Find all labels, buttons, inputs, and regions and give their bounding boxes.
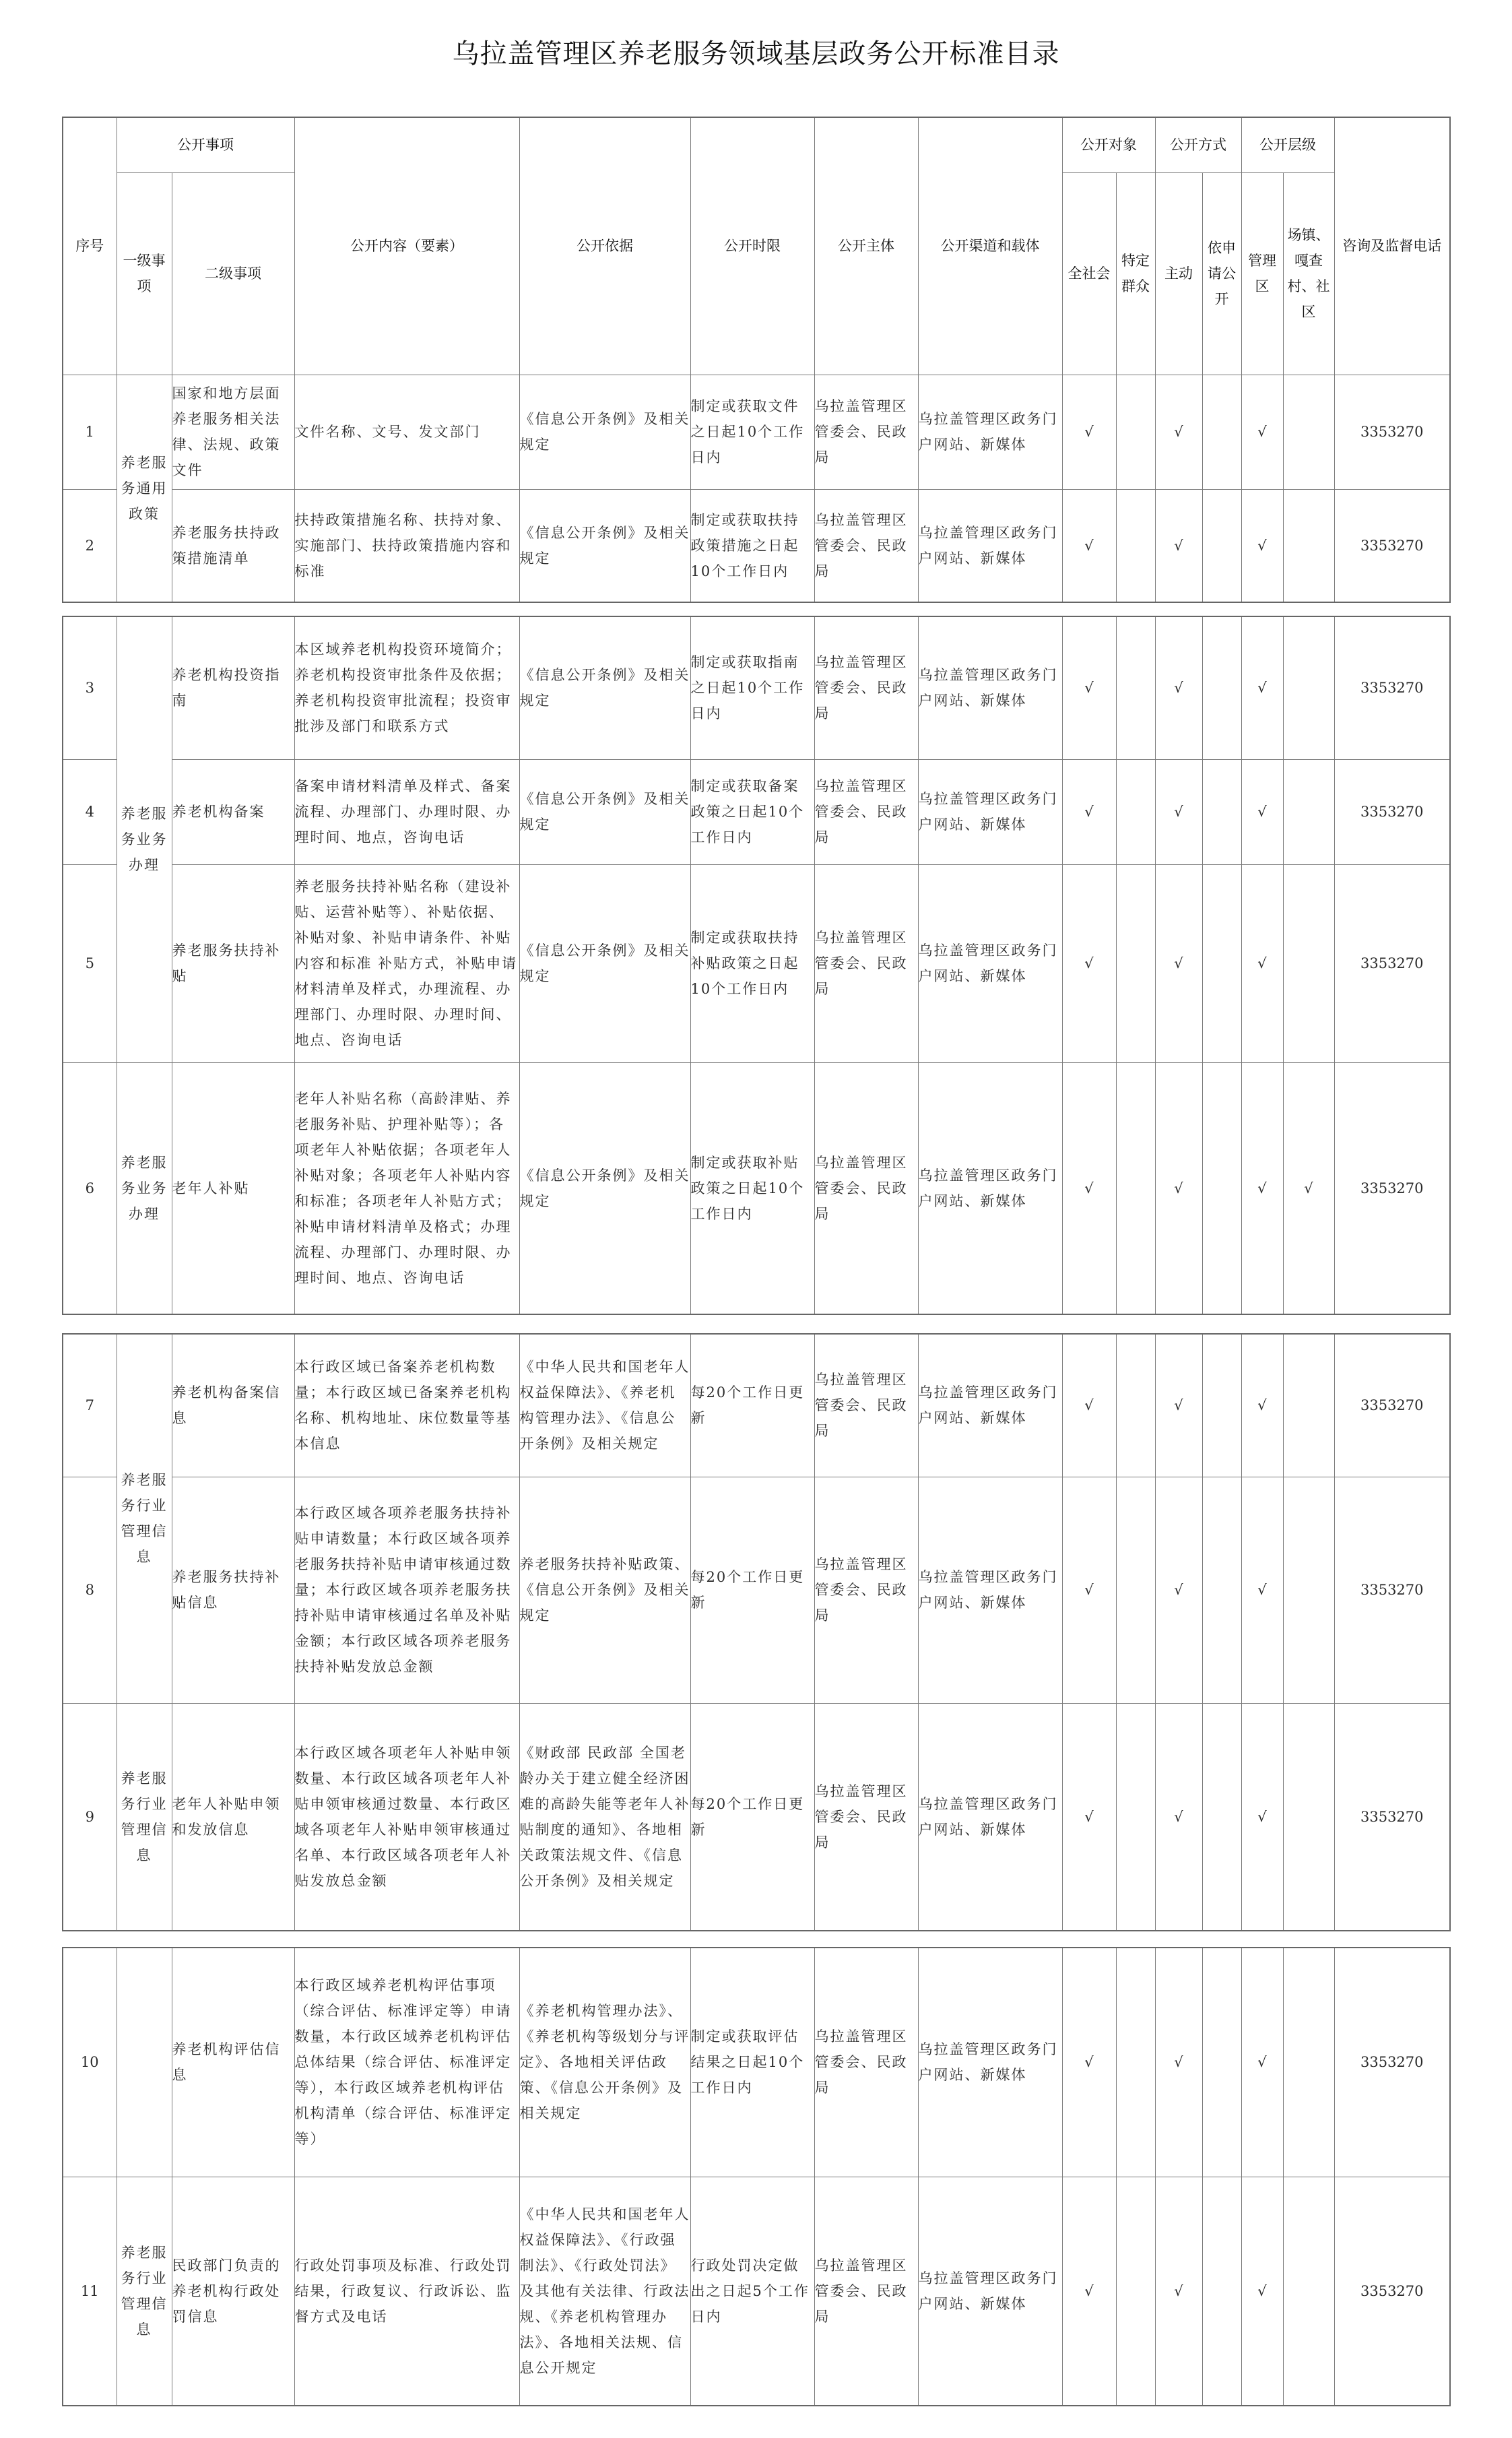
header-level: 公开层级 [1241, 117, 1334, 172]
subject-cell: 乌拉盖管理区管委会、民政局 [814, 1703, 918, 1931]
check-mark: √ [1283, 1062, 1334, 1314]
header-target: 公开对象 [1062, 117, 1155, 172]
empty-cell [1283, 489, 1334, 602]
basis-cell: 《信息公开条例》及相关规定 [519, 616, 690, 759]
empty-cell [1116, 1334, 1155, 1477]
empty-cell [1202, 1703, 1241, 1931]
basis-cell: 《信息公开条例》及相关规定 [519, 489, 690, 602]
channel-cell: 乌拉盖管理区政务门户网站、新媒体 [918, 864, 1062, 1062]
channel-cell: 乌拉盖管理区政务门户网站、新媒体 [918, 759, 1062, 864]
content-cell: 文件名称、文号、发文部门 [294, 375, 519, 489]
empty-cell [1116, 489, 1155, 602]
empty-cell [1202, 616, 1241, 759]
empty-cell [1202, 759, 1241, 864]
subject-cell: 乌拉盖管理区管委会、民政局 [814, 375, 918, 489]
check-mark: √ [1241, 1334, 1283, 1477]
phone-cell: 3353270 [1334, 864, 1450, 1062]
check-mark: √ [1062, 375, 1116, 489]
empty-cell [1202, 2177, 1241, 2406]
empty-cell [1283, 1948, 1334, 2177]
phone-cell: 3353270 [1334, 1334, 1450, 1477]
empty-cell [1202, 864, 1241, 1062]
check-mark: √ [1241, 489, 1283, 602]
row-seq: 7 [63, 1334, 117, 1477]
check-mark: √ [1241, 1948, 1283, 2177]
content-cell: 本行政区域养老机构评估事项（综合评估、标准评定等）申请数量，本行政区域养老机构评估总体结果（综合评估、标准评定等），本行政区域养老机构评估机构清单（综合评估、标准评定等） [294, 1948, 519, 2177]
empty-cell [1202, 1948, 1241, 2177]
channel-cell: 乌拉盖管理区政务门户网站、新媒体 [918, 1334, 1062, 1477]
table-row [63, 864, 1450, 1062]
phone-cell: 3353270 [1334, 1477, 1450, 1703]
table-row [63, 759, 1450, 864]
check-mark: √ [1062, 489, 1116, 602]
content-cell: 行政处罚事项及标准、行政处罚结果，行政复议、行政诉讼、监督方式及电话 [294, 2177, 519, 2406]
check-mark: √ [1062, 1703, 1116, 1931]
content-cell: 老年人补贴名称（高龄津贴、养老服务补贴、护理补贴等）；各项老年人补贴依据；各项老年人补贴对象；各项老年人补贴内容和标准；各项老年人补贴方式；补贴申请材料清单及格式；办理流程、办理部门、办理时限、办理时间、地点、咨询电话 [294, 1062, 519, 1314]
header-time-limit: 公开时限 [690, 117, 814, 375]
channel-cell: 乌拉盖管理区政务门户网站、新媒体 [918, 489, 1062, 602]
page-title: 乌拉盖管理区养老服务领域基层政务公开标准目录 [452, 38, 1060, 69]
empty-cell [1202, 489, 1241, 602]
empty-cell [1283, 759, 1334, 864]
check-mark: √ [1155, 375, 1202, 489]
time-cell: 制定或获取评估结果之日起10个工作日内 [690, 1948, 814, 2177]
subject-cell: 乌拉盖管理区管委会、民政局 [814, 2177, 918, 2406]
phone-cell: 3353270 [1334, 1948, 1450, 2177]
level1-cell: 养老服务通用政策 [117, 375, 172, 602]
table-row [63, 1062, 1450, 1314]
level1-cell: 养老服务行业管理信息 [117, 1703, 172, 1931]
catalog-table-block-1 [62, 117, 1451, 603]
empty-cell [1283, 864, 1334, 1062]
row-seq: 2 [63, 489, 117, 602]
check-mark: √ [1155, 1477, 1202, 1703]
subject-cell: 乌拉盖管理区管委会、民政局 [814, 1477, 918, 1703]
channel-cell: 乌拉盖管理区政务门户网站、新媒体 [918, 375, 1062, 489]
level1-cell: 养老服务行业管理信息 [117, 2177, 172, 2406]
check-mark: √ [1241, 616, 1283, 759]
row-seq: 8 [63, 1477, 117, 1703]
header-target-specific: 特定群众 [1116, 172, 1155, 375]
time-cell: 制定或获取指南之日起10个工作日内 [690, 616, 814, 759]
header-level-town: 场镇、嘎查村、社区 [1283, 172, 1334, 375]
channel-cell: 乌拉盖管理区政务门户网站、新媒体 [918, 616, 1062, 759]
empty-cell [1116, 1477, 1155, 1703]
time-cell: 制定或获取备案政策之日起10个工作日内 [690, 759, 814, 864]
level1-cell: 养老服务业务办理 [117, 1062, 172, 1314]
level2-cell: 养老服务扶持补贴信息 [172, 1477, 294, 1703]
subject-cell: 乌拉盖管理区管委会、民政局 [814, 616, 918, 759]
time-cell: 行政处罚决定做出之日起5个工作日内 [690, 2177, 814, 2406]
basis-cell: 《信息公开条例》及相关规定 [519, 864, 690, 1062]
level2-cell: 养老机构备案信息 [172, 1334, 294, 1477]
header-level-admin: 管理区 [1241, 172, 1283, 375]
check-mark: √ [1241, 864, 1283, 1062]
level2-cell: 老年人补贴 [172, 1062, 294, 1314]
empty-cell [1283, 1477, 1334, 1703]
phone-cell: 3353270 [1334, 2177, 1450, 2406]
level1-cell [117, 1948, 172, 2177]
empty-cell [1202, 1062, 1241, 1314]
time-cell: 每20个工作日更新 [690, 1334, 814, 1477]
row-seq: 4 [63, 759, 117, 864]
subject-cell: 乌拉盖管理区管委会、民政局 [814, 489, 918, 602]
check-mark: √ [1241, 1703, 1283, 1931]
empty-cell [1283, 1334, 1334, 1477]
catalog-table-block-3 [62, 1333, 1451, 1931]
content-cell: 本行政区域各项老年人补贴申领数量、本行政区域各项老年人补贴申领审核通过数量、本行政区域各项老年人补贴申领审核通过名单、本行政区域各项老年人补贴发放总金额 [294, 1703, 519, 1931]
header-level2: 二级事项 [172, 172, 294, 375]
row-seq: 1 [63, 375, 117, 489]
phone-cell: 3353270 [1334, 616, 1450, 759]
check-mark: √ [1155, 489, 1202, 602]
check-mark: √ [1062, 1477, 1116, 1703]
level2-cell: 养老机构投资指南 [172, 616, 294, 759]
level2-cell: 民政部门负责的养老机构行政处罚信息 [172, 2177, 294, 2406]
subject-cell: 乌拉盖管理区管委会、民政局 [814, 1334, 918, 1477]
check-mark: √ [1241, 375, 1283, 489]
check-mark: √ [1062, 2177, 1116, 2406]
check-mark: √ [1155, 759, 1202, 864]
check-mark: √ [1155, 1703, 1202, 1931]
basis-cell: 《中华人民共和国老年人权益保障法》、《行政强制法》、《行政处罚法》及其他有关法律、行政法规、《养老机构管理办法》、各地相关法规、信息公开规定 [519, 2177, 690, 2406]
check-mark: √ [1062, 864, 1116, 1062]
time-cell: 制定或获取文件之日起10个工作日内 [690, 375, 814, 489]
empty-cell [1202, 1334, 1241, 1477]
content-cell: 本区域养老机构投资环境简介；养老机构投资审批条件及依据；养老机构投资审批流程；投资审批涉及部门和联系方式 [294, 616, 519, 759]
level1-cell: 养老服务业务办理 [117, 616, 172, 1062]
table-row [63, 1334, 1450, 1477]
header-method-apply: 依申请公开 [1202, 172, 1241, 375]
channel-cell: 乌拉盖管理区政务门户网站、新媒体 [918, 2177, 1062, 2406]
header-seq: 序号 [63, 117, 117, 375]
check-mark: √ [1241, 2177, 1283, 2406]
level2-cell: 养老机构备案 [172, 759, 294, 864]
subject-cell: 乌拉盖管理区管委会、民政局 [814, 1062, 918, 1314]
time-cell: 每20个工作日更新 [690, 1477, 814, 1703]
row-seq: 6 [63, 1062, 117, 1314]
check-mark: √ [1155, 616, 1202, 759]
table-row [63, 1948, 1450, 2177]
time-cell: 制定或获取补贴政策之日起10个工作日内 [690, 1062, 814, 1314]
header-phone: 咨询及监督电话 [1334, 117, 1450, 375]
basis-cell: 《养老机构管理办法》、《养老机构等级划分与评定》、各地相关评估政策、《信息公开条例》及相关规定 [519, 1948, 690, 2177]
channel-cell: 乌拉盖管理区政务门户网站、新媒体 [918, 1477, 1062, 1703]
header-matters: 公开事项 [117, 117, 294, 172]
check-mark: √ [1062, 759, 1116, 864]
check-mark: √ [1062, 1334, 1116, 1477]
empty-cell [1116, 616, 1155, 759]
basis-cell: 《中华人民共和国老年人权益保障法》、《养老机构管理办法》、《信息公开条例》及相关规定 [519, 1334, 690, 1477]
check-mark: √ [1155, 1948, 1202, 2177]
phone-cell: 3353270 [1334, 1062, 1450, 1314]
empty-cell [1116, 1948, 1155, 2177]
basis-cell: 《信息公开条例》及相关规定 [519, 1062, 690, 1314]
empty-cell [1283, 1703, 1334, 1931]
level2-cell: 养老服务扶持政策措施清单 [172, 489, 294, 602]
row-seq: 10 [63, 1948, 117, 2177]
row-seq: 3 [63, 616, 117, 759]
check-mark: √ [1241, 1477, 1283, 1703]
time-cell: 制定或获取扶持政策措施之日起10个工作日内 [690, 489, 814, 602]
header-target-all: 全社会 [1062, 172, 1116, 375]
content-cell: 本行政区域各项养老服务扶持补贴申请数量；本行政区域各项养老服务扶持补贴申请审核通过数量；本行政区域各项养老服务扶持补贴申请审核通过名单及补贴金额；本行政区域各项养老服务扶持补贴发放总金额 [294, 1477, 519, 1703]
basis-cell: 《财政部 民政部 全国老龄办关于建立健全经济困难的高龄失能等老年人补贴制度的通知》、各地相关政策法规文件、《信息公开条例》及相关规定 [519, 1703, 690, 1931]
empty-cell [1116, 375, 1155, 489]
empty-cell [1116, 864, 1155, 1062]
check-mark: √ [1062, 1948, 1116, 2177]
table-row [63, 489, 1450, 602]
phone-cell: 3353270 [1334, 375, 1450, 489]
empty-cell [1116, 2177, 1155, 2406]
header-channel: 公开渠道和载体 [918, 117, 1062, 375]
phone-cell: 3353270 [1334, 1703, 1450, 1931]
channel-cell: 乌拉盖管理区政务门户网站、新媒体 [918, 1703, 1062, 1931]
level2-cell: 国家和地方层面养老服务相关法律、法规、政策文件 [172, 375, 294, 489]
content-cell: 备案申请材料清单及样式、备案流程、办理部门、办理时限、办理时间、地点，咨询电话 [294, 759, 519, 864]
empty-cell [1202, 375, 1241, 489]
table-row [63, 616, 1450, 759]
channel-cell: 乌拉盖管理区政务门户网站、新媒体 [918, 1062, 1062, 1314]
table-row [63, 1703, 1450, 1931]
check-mark: √ [1155, 864, 1202, 1062]
empty-cell [1283, 375, 1334, 489]
header-level1: 一级事项 [117, 172, 172, 375]
header-subject: 公开主体 [814, 117, 918, 375]
empty-cell [1202, 1477, 1241, 1703]
content-cell: 本行政区域已备案养老机构数量；本行政区域已备案养老机构名称、机构地址、床位数量等基本信息 [294, 1334, 519, 1477]
level2-cell: 老年人补贴申领和发放信息 [172, 1703, 294, 1931]
empty-cell [1283, 2177, 1334, 2406]
table-row [63, 1477, 1450, 1703]
empty-cell [1283, 616, 1334, 759]
subject-cell: 乌拉盖管理区管委会、民政局 [814, 864, 918, 1062]
check-mark: √ [1241, 1062, 1283, 1314]
subject-cell: 乌拉盖管理区管委会、民政局 [814, 1948, 918, 2177]
check-mark: √ [1155, 2177, 1202, 2406]
time-cell: 制定或获取扶持补贴政策之日起10个工作日内 [690, 864, 814, 1062]
check-mark: √ [1155, 1062, 1202, 1314]
row-seq: 11 [63, 2177, 117, 2406]
content-cell: 养老服务扶持补贴名称（建设补贴、运营补贴等）、补贴依据、补贴对象、补贴申请条件、补贴内容和标准 补贴方式，补贴申请材料清单及样式，办理流程、办理部门、办理时限、办理时间、地点、咨询电话 [294, 864, 519, 1062]
header-content: 公开内容（要素） [294, 117, 519, 375]
check-mark: √ [1241, 759, 1283, 864]
phone-cell: 3353270 [1334, 759, 1450, 864]
basis-cell: 《信息公开条例》及相关规定 [519, 759, 690, 864]
basis-cell: 养老服务扶持补贴政策、《信息公开条例》及相关规定 [519, 1477, 690, 1703]
header-method: 公开方式 [1155, 117, 1241, 172]
level1-cell: 养老服务行业管理信息 [117, 1334, 172, 1703]
row-seq: 9 [63, 1703, 117, 1931]
check-mark: √ [1062, 1062, 1116, 1314]
catalog-table-block-2 [62, 616, 1451, 1315]
basis-cell: 《信息公开条例》及相关规定 [519, 375, 690, 489]
header-method-active: 主动 [1155, 172, 1202, 375]
check-mark: √ [1062, 616, 1116, 759]
header-basis: 公开依据 [519, 117, 690, 375]
phone-cell: 3353270 [1334, 489, 1450, 602]
empty-cell [1116, 1062, 1155, 1314]
table-row [63, 375, 1450, 489]
subject-cell: 乌拉盖管理区管委会、民政局 [814, 759, 918, 864]
check-mark: √ [1155, 1334, 1202, 1477]
content-cell: 扶持政策措施名称、扶持对象、实施部门、扶持政策措施内容和标准 [294, 489, 519, 602]
table-row [63, 2177, 1450, 2406]
channel-cell: 乌拉盖管理区政务门户网站、新媒体 [918, 1948, 1062, 2177]
empty-cell [1116, 1703, 1155, 1931]
level2-cell: 养老机构评估信息 [172, 1948, 294, 2177]
empty-cell [1116, 759, 1155, 864]
row-seq: 5 [63, 864, 117, 1062]
level2-cell: 养老服务扶持补贴 [172, 864, 294, 1062]
catalog-table-block-4 [62, 1947, 1451, 2406]
time-cell: 每20个工作日更新 [690, 1703, 814, 1931]
